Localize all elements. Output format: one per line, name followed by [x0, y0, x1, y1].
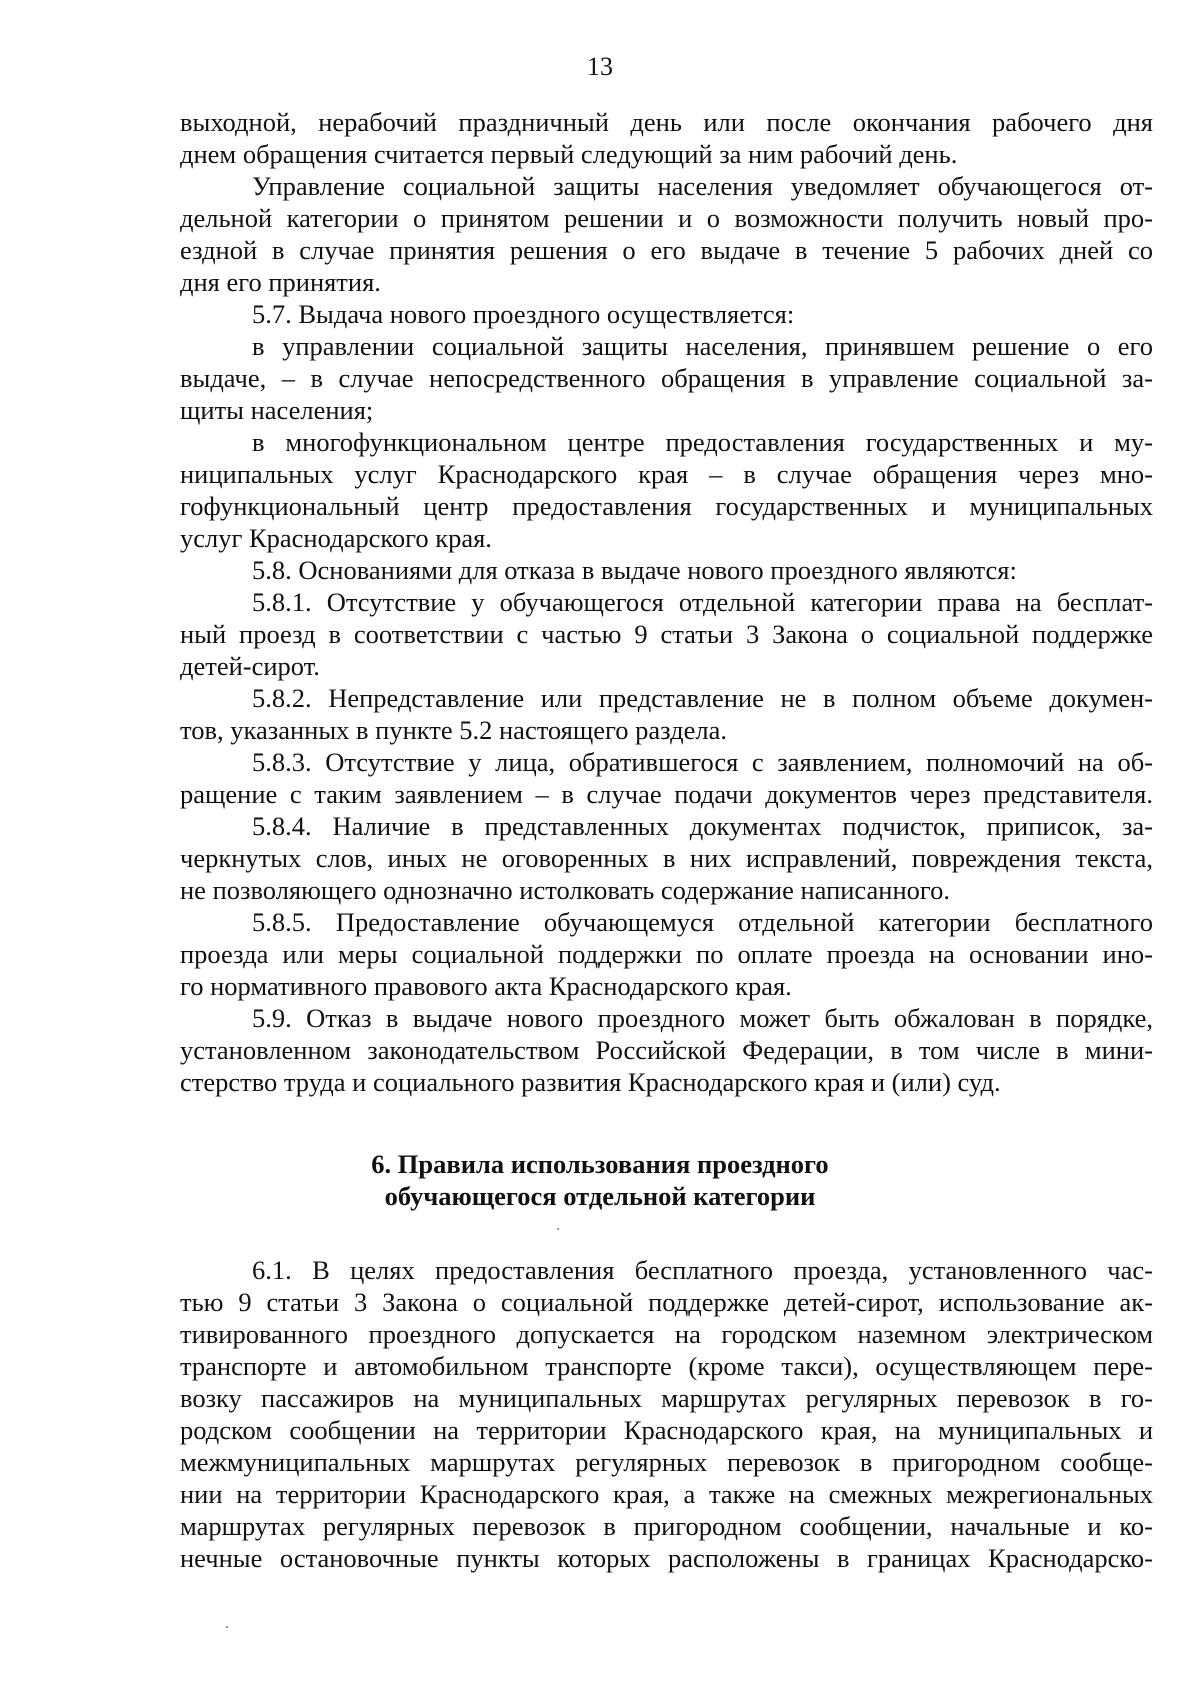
page-number: 13	[587, 52, 613, 81]
text-line: нии на территории Краснодарского края, а также на смежных межрегиональных	[180, 1479, 1153, 1509]
text-line: возку пассажиров на муниципальных маршрутах регулярных перевозок в го-	[180, 1383, 1153, 1413]
text-line: в управлении социальной защиты населения, принявшем решение о его	[252, 331, 1153, 361]
section-heading: 6. Правила использования проездного	[371, 1149, 829, 1179]
text-line: межмуниципальных маршрутах регулярных перевозок в пригородном сообще-	[180, 1447, 1153, 1477]
text-line: 5.8.2. Непредставление или представление не в полном объеме докумен-	[252, 683, 1153, 713]
text-line: стерство труда и социального развития Краснодарского края и (или) суд.	[180, 1067, 1001, 1097]
text-line: 5.8.1. Отсутствие у обучающегося отдельной категории права на бесплат-	[252, 587, 1153, 617]
text-line: 5.8.4. Наличие в представленных документах подчисток, приписок, за-	[252, 811, 1153, 841]
section-heading: обучающегося отдельной категории	[384, 1181, 816, 1211]
text-line: 5.9. Отказ в выдаче нового проездного может быть обжалован в порядке,	[252, 1003, 1153, 1033]
text-line: детей-сирот.	[180, 651, 320, 681]
text-line: в многофункциональном центре предоставления государственных и му-	[252, 427, 1153, 457]
text-line: родском сообщении на территории Краснодарского края, на муниципальных и	[180, 1415, 1153, 1445]
text-line: услуг Краснодарского края.	[180, 523, 492, 553]
text-line: 5.7. Выдача нового проездного осуществляется:	[252, 299, 795, 329]
text-line: черкнутых слов, иных не оговоренных в них исправлений, повреждения текста,	[180, 843, 1153, 873]
text-line: ездной в случае принятия решения о его выдаче в течение 5 рабочих дней со	[180, 235, 1153, 265]
text-line: гофункциональный центр предоставления государственных и муниципальных	[180, 491, 1153, 521]
text-line: проезда или меры социальной поддержки по оплате проезда на основании ино-	[180, 939, 1153, 969]
text-line: тивированного проездного допускается на городском наземном электрическом	[180, 1319, 1153, 1349]
text-line: ращение с таким заявлением – в случае подачи документов через представителя.	[180, 779, 1153, 809]
text-line: 5.8.3. Отсутствие у лица, обратившегося с заявлением, полномочий на об-	[252, 747, 1153, 777]
text-line: днем обращения считается первый следующий за ним рабочий день.	[180, 139, 958, 169]
text-line: Управление социальной защиты населения уведомляет обучающегося от-	[252, 171, 1153, 201]
scan-speck	[557, 1228, 559, 1230]
text-line: го нормативного правового акта Краснодарского края.	[180, 971, 792, 1001]
text-line: транспорте и автомобильном транспорте (кроме такси), осуществляющем пере-	[180, 1351, 1153, 1381]
text-line: 5.8.5. Предоставление обучающемуся отдельной категории бесплатного	[252, 907, 1153, 937]
text-line: дня его принятия.	[180, 267, 381, 297]
text-line: 5.8. Основаниями для отказа в выдаче нового проездного являются:	[252, 555, 1017, 585]
text-line: тью 9 статьи 3 Закона о социальной поддержке детей-сирот, использование ак-	[180, 1287, 1153, 1317]
text-line: выдаче, – в случае непосредственного обращения в управление социальной за-	[180, 363, 1153, 393]
text-line: установленном законодательством Российской Федерации, в том числе в мини-	[180, 1035, 1153, 1065]
text-line: ниципальных услуг Краснодарского края – в случае обращения через мно-	[180, 459, 1153, 489]
text-line: щиты населения;	[180, 395, 374, 425]
text-line: выходной, нерабочий праздничный день или после окончания рабочего дня	[180, 107, 1153, 137]
text-line: 6.1. В целях предоставления бесплатного проезда, установленного час-	[252, 1255, 1153, 1285]
text-line: тов, указанных в пункте 5.2 настоящего раздела.	[180, 715, 727, 745]
text-line: дельной категории о принятом решении и о возможности получить новый про-	[180, 203, 1153, 233]
text-line: ный проезд в соответствии с частью 9 статьи 3 Закона о социальной поддержке	[180, 619, 1153, 649]
scan-speck	[226, 1626, 228, 1628]
text-line: нечные остановочные пункты которых расположены в границах Краснодарско-	[180, 1543, 1153, 1573]
text-line: маршрутах регулярных перевозок в пригородном сообщении, начальные и ко-	[180, 1511, 1153, 1541]
text-line: не позволяющего однозначно истолковать содержание написанного.	[180, 875, 950, 905]
